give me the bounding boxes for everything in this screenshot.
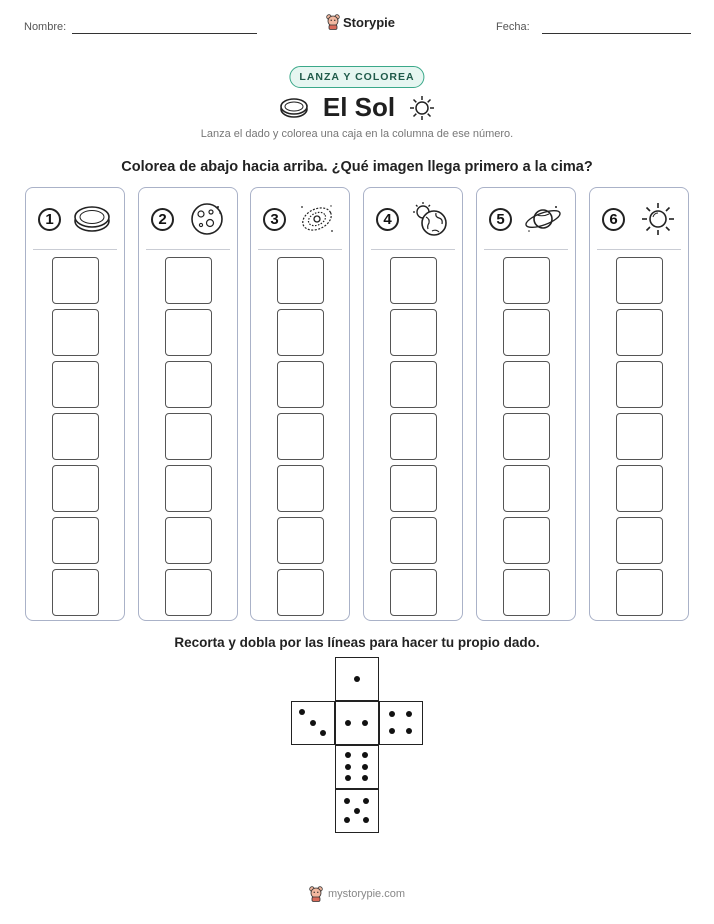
column-5 — [476, 187, 576, 621]
color-box[interactable] — [390, 569, 437, 616]
color-box[interactable] — [503, 517, 550, 564]
column-number: 1 — [38, 208, 61, 231]
dice-pip — [310, 720, 316, 726]
dice-pip — [354, 676, 360, 682]
color-box[interactable] — [616, 517, 663, 564]
dice-pip — [345, 775, 351, 781]
dice-pip — [299, 709, 305, 715]
dice-pip — [362, 775, 368, 781]
column-3 — [250, 187, 350, 621]
color-box[interactable] — [52, 309, 99, 356]
dice-face-5 — [335, 789, 379, 833]
dice-pip — [389, 728, 395, 734]
column-header — [34, 202, 116, 236]
activity-badge: LANZA Y COLOREA — [289, 66, 424, 88]
footer-url: mystorypie.com — [327, 888, 406, 900]
dice-pip — [344, 798, 350, 804]
color-box[interactable] — [616, 361, 663, 408]
color-box[interactable] — [390, 517, 437, 564]
dice-face-1 — [335, 657, 379, 701]
column-number: 6 — [602, 208, 625, 231]
color-box[interactable] — [165, 361, 212, 408]
date-label: Fecha: — [496, 21, 530, 33]
color-box[interactable] — [503, 413, 550, 460]
column-6 — [589, 187, 689, 621]
color-box[interactable] — [503, 569, 550, 616]
color-box[interactable] — [165, 569, 212, 616]
bear-icon — [309, 886, 323, 902]
color-box[interactable] — [277, 257, 324, 304]
column-divider — [33, 249, 117, 250]
color-box[interactable] — [616, 465, 663, 512]
color-box[interactable] — [616, 569, 663, 616]
dice-pip — [344, 817, 350, 823]
coin-icon — [72, 204, 112, 234]
color-box[interactable] — [390, 309, 437, 356]
dice-pip — [345, 752, 351, 758]
dice-pip — [320, 730, 326, 736]
instruction: Colorea de abajo hacia arriba. ¿Qué imagen llega primero a la cima? — [121, 159, 593, 175]
dice-pip — [389, 711, 395, 717]
dice-pip — [362, 752, 368, 758]
dice-face-6 — [335, 745, 379, 789]
color-box[interactable] — [52, 413, 99, 460]
column-number: 5 — [489, 208, 512, 231]
color-box[interactable] — [503, 361, 550, 408]
color-box[interactable] — [616, 413, 663, 460]
planet-icon — [523, 201, 563, 237]
color-box[interactable] — [277, 465, 324, 512]
dice-pip — [406, 711, 412, 717]
column-divider — [484, 249, 568, 250]
name-line[interactable] — [72, 33, 257, 34]
cut-instruction: Recorta y dobla por las líneas para hacer tu propio dado. — [174, 635, 540, 650]
dice-pip — [354, 808, 360, 814]
color-box[interactable] — [165, 517, 212, 564]
bear-icon — [326, 14, 340, 30]
galaxy-icon — [297, 201, 337, 237]
column-divider — [597, 249, 681, 250]
column-4 — [363, 187, 463, 621]
color-box[interactable] — [165, 465, 212, 512]
color-box[interactable] — [390, 257, 437, 304]
column-header — [372, 202, 454, 236]
color-box[interactable] — [52, 465, 99, 512]
subtitle: Lanza el dado y colorea una caja en la columna de ese número. — [200, 128, 514, 140]
color-box[interactable] — [277, 309, 324, 356]
color-box[interactable] — [503, 257, 550, 304]
dice-pip — [406, 728, 412, 734]
color-box[interactable] — [503, 465, 550, 512]
color-box[interactable] — [52, 257, 99, 304]
color-box[interactable] — [277, 569, 324, 616]
column-divider — [371, 249, 455, 250]
dice-face-2 — [335, 701, 379, 745]
color-box[interactable] — [503, 309, 550, 356]
dice-pip — [362, 764, 368, 770]
color-box[interactable] — [277, 361, 324, 408]
column-number: 3 — [263, 208, 286, 231]
color-box[interactable] — [165, 257, 212, 304]
column-header — [147, 202, 229, 236]
dice-face-4 — [379, 701, 423, 745]
page-title: El Sol — [322, 92, 396, 122]
column-header — [485, 202, 567, 236]
column-header — [259, 202, 341, 236]
column-header — [598, 202, 680, 236]
date-line[interactable] — [542, 33, 691, 34]
brand-logo — [326, 14, 395, 30]
color-box[interactable] — [616, 257, 663, 304]
color-box[interactable] — [277, 517, 324, 564]
color-box[interactable] — [616, 309, 663, 356]
color-box[interactable] — [165, 413, 212, 460]
color-box[interactable] — [52, 361, 99, 408]
color-box[interactable] — [165, 309, 212, 356]
color-box[interactable] — [277, 413, 324, 460]
title-row — [0, 92, 714, 123]
sun-earth-icon — [410, 201, 450, 237]
color-box[interactable] — [52, 569, 99, 616]
coin-icon — [279, 97, 309, 119]
moon-icon — [189, 201, 225, 237]
column-number: 4 — [376, 208, 399, 231]
brand-name: Storypie — [343, 14, 396, 30]
color-box[interactable] — [390, 361, 437, 408]
column-2 — [138, 187, 238, 621]
color-box[interactable] — [390, 413, 437, 460]
color-box[interactable] — [390, 465, 437, 512]
dice-pip — [363, 817, 369, 823]
dice-face-3 — [291, 701, 335, 745]
sun-icon — [409, 95, 435, 121]
color-box[interactable] — [52, 517, 99, 564]
column-divider — [258, 249, 342, 250]
column-1 — [25, 187, 125, 621]
column-divider — [146, 249, 230, 250]
dice-pip — [345, 764, 351, 770]
dice-pip — [363, 798, 369, 804]
name-label: Nombre: — [24, 21, 67, 33]
footer — [0, 886, 714, 902]
sun-icon — [640, 201, 676, 237]
dice-pip — [362, 720, 368, 726]
dice-pip — [345, 720, 351, 726]
column-number: 2 — [151, 208, 174, 231]
